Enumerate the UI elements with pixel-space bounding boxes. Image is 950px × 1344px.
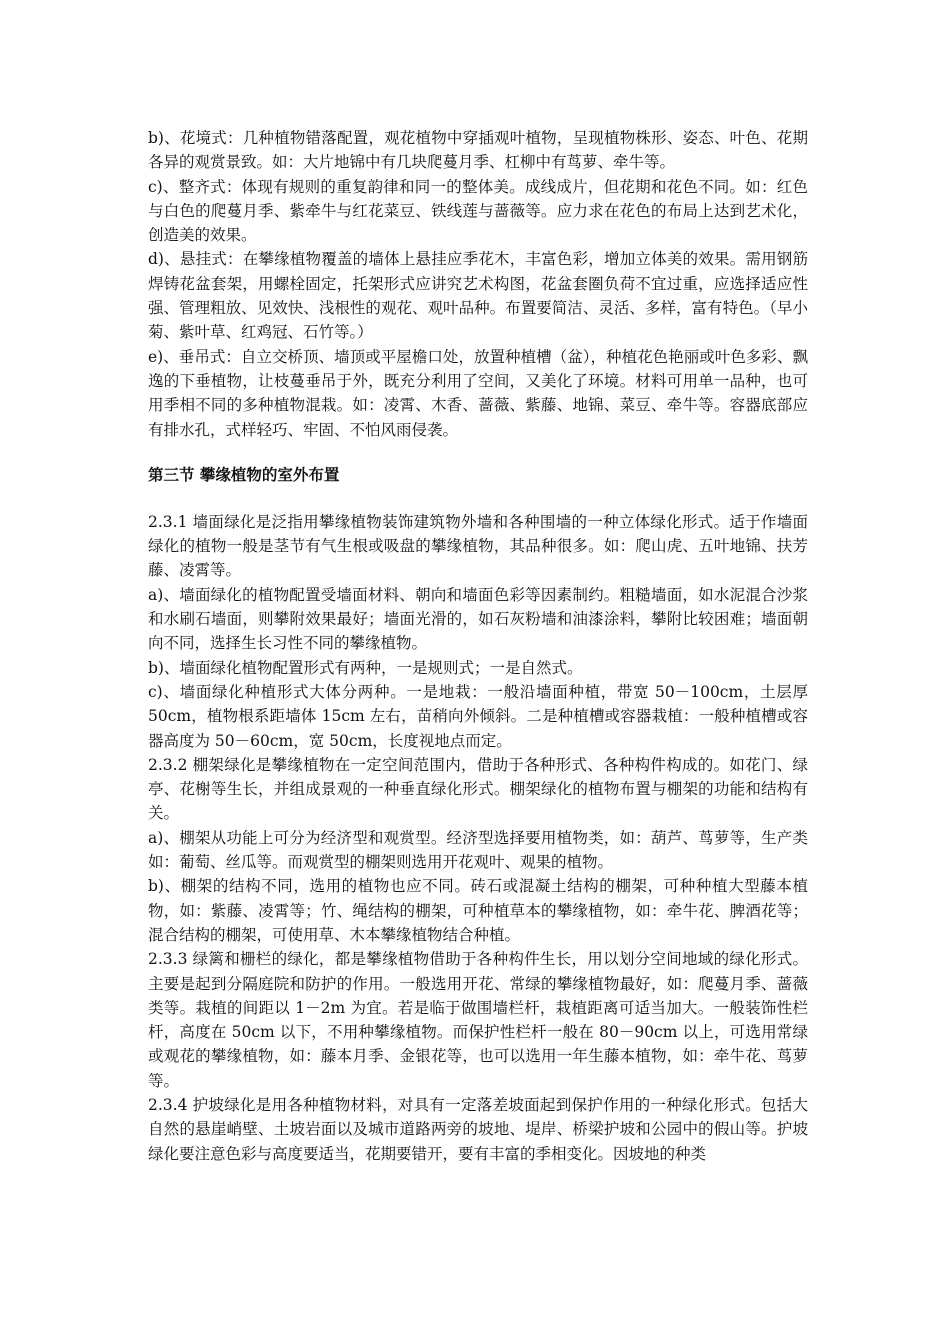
paragraph-regular-style: c)、整齐式：体现有规则的重复韵律和同一的整体美。成线成片，但花期和花色不同。如：红色与白色的爬蔓月季、紫牵牛与红花菜豆、铁线莲与蔷薇等。应力求在花色的布局上达到艺术化，创造美的效果。 xyxy=(148,177,808,245)
paragraph-wall-greening-b: b)、墙面绿化植物配置形式有两种，一是规则式；一是自然式。 xyxy=(148,658,583,677)
paragraph-wall-greening-a: a)、墙面绿化的植物配置受墙面材料、朝向和墙面色彩等因素制约。粗糙墙面，如水泥混合沙浆和水刷石墙面，则攀附效果最好；墙面光滑的，如石灰粉墙和油漆涂料，攀附比较困难；墙面朝向不同，选择生长习性不同的攀缘植物。 xyxy=(148,585,808,653)
paragraph-trellis-greening-a: a)、棚架从功能上可分为经济型和观赏型。经济型选择要用植物类，如：葫芦、茑萝等，生产类如：葡萄、丝瓜等。而观赏型的棚架则选用开花观叶、观果的植物。 xyxy=(148,828,808,872)
paragraph-hanging-style: d)、悬挂式：在攀缘植物覆盖的墙体上悬挂应季花木，丰富色彩，增加立体美的效果。需用钢筋焊铸花盆套架，用螺栓固定，托架形式应讲究艺术构图，花盆套圈负荷不宜过重，应选择适应性强、管理粗放、见效快、浅根性的观花、观叶品种。布置要简洁、灵活、多样，富有特色。（早小菊、紫叶草、红鸡冠、石竹等。） xyxy=(148,250,808,342)
paragraph-trellis-greening: 2.3.2 棚架绿化是攀缘植物在一定空间范围内，借助于各种形式、各种构件构成的。如花门、绿亭、花榭等生长，并组成景观的一种垂直绿化形式。棚架绿化的植物布置与棚架的功能和结构有关。 xyxy=(148,755,808,823)
paragraph-hedge-fence-greening: 2.3.3 绿篱和栅栏的绿化，都是攀缘植物借助于各种构件生长，用以划分空间地域的绿化形式。主要是起到分隔庭院和防护的作用。一般选用开花、常绿的攀缘植物最好，如：爬蔓月季、蔷薇类等。栽植的间距以 1－2m 为宜。若是临于做围墙栏杆，栽植距离可适当加大。一般装饰性栏杆，高度在 50cm 以下，不用种攀缘植物。而保护性栏杆一般在 80－90cm 以上，可选用常绿或观花的攀缘植物，如：藤本月季、金银花等，也可以选用一年生藤本植物，如：牵牛花、茑萝等。 xyxy=(148,950,808,1090)
paragraph-wall-greening-c: c)、墙面绿化种植形式大体分两种。一是地栽：一般沿墙面种植，带宽 50－100cm，土层厚 50cm，植物根系距墙体 15cm 左右，苗稍向外倾斜。二是种植槽或容器栽植：一般种植槽或容器高度为 50－60cm，宽 50cm，长度视地点而定。 xyxy=(148,682,808,750)
document-body xyxy=(148,126,808,1166)
section-heading: 第三节 攀缘植物的室外布置 xyxy=(148,464,340,484)
paragraph-flower-border-style: b)、花境式：几种植物错落配置，观花植物中穿插观叶植物，呈现植物株形、姿态、叶色、花期各异的观赏景致。如：大片地锦中有几块爬蔓月季、杠柳中有茑萝、牵牛等。 xyxy=(148,129,808,172)
paragraph-trellis-greening-b: b)、棚架的结构不同，选用的植物也应不同。砖石或混凝土结构的棚架，可种种植大型藤本植物，如：紫藤、凌霄等；竹、绳结构的棚架，可种植草本的攀缘植物，如：牵牛花、脾酒花等；混合结构的棚架，可使用草、木本攀缘植物结合种植。 xyxy=(148,877,808,944)
paragraph-wall-greening: 2.3.1 墙面绿化是泛指用攀缘植物装饰建筑物外墙和各种围墙的一种立体绿化形式。适于作墙面绿化的植物一般是茎节有气生根或吸盘的攀缘植物，其品种很多。如：爬山虎、五叶地锦、扶芳藤、凌霄等。 xyxy=(148,512,808,580)
paragraph-drooping-style: e)、垂吊式：自立交桥顶、墙顶或平屋檐口处，放置种植槽（盆），种植花色艳丽或叶色多彩、飘逸的下垂植物，让枝蔓垂吊于外，既充分利用了空间，又美化了环境。材料可用单一品种，也可用季相不同的多种植物混栽。如：凌霄、木香、蔷薇、紫藤、地锦、菜豆、牵牛等。容器底部应有排水孔，式样轻巧、牢固、不怕风雨侵袭。 xyxy=(148,347,808,439)
paragraph-slope-greening: 2.3.4 护坡绿化是用各种植物材料，对具有一定落差坡面起到保护作用的一种绿化形式。包括大自然的悬崖峭壁、土坡岩面以及城市道路两旁的坡地、堤岸、桥梁护坡和公园中的假山等。护坡绿化要注意色彩与高度要适当，花期要错开，要有丰富的季相变化。因坡地的种类 xyxy=(148,1095,808,1163)
